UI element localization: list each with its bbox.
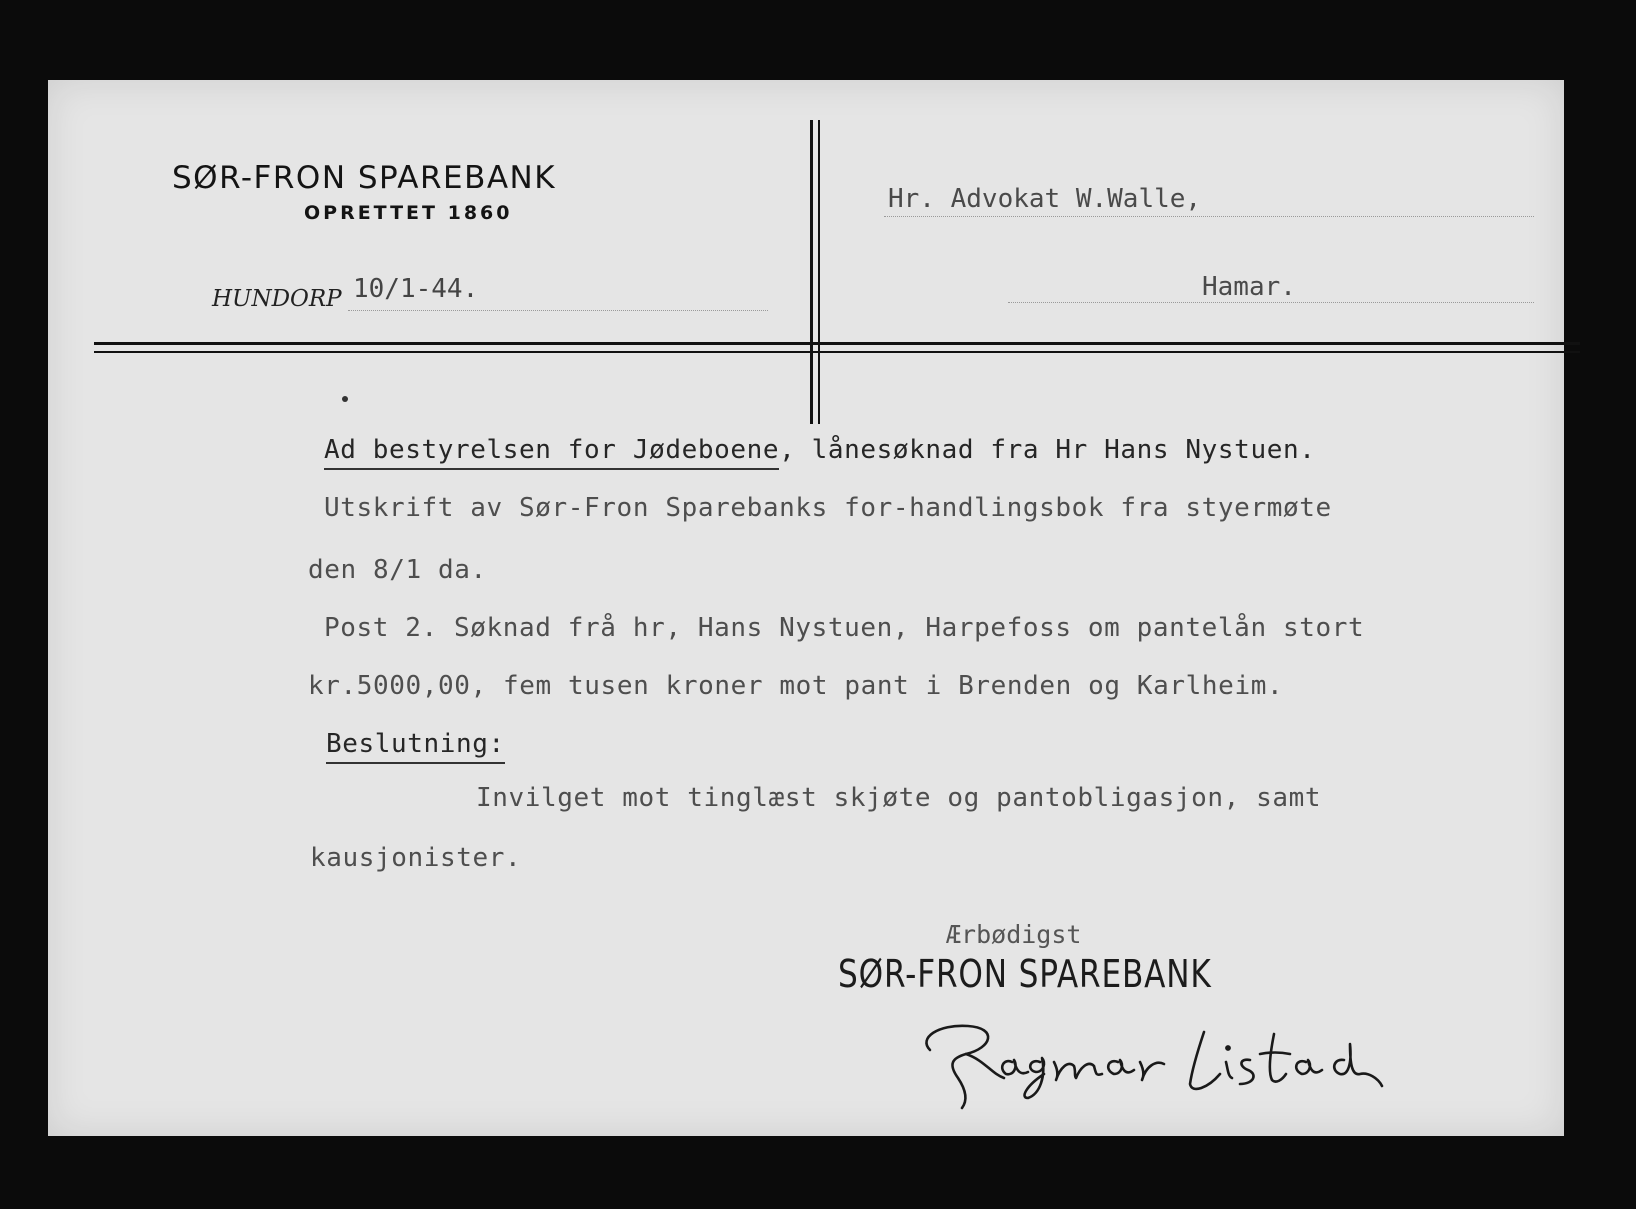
letter-sheet — [48, 80, 1564, 1136]
body-line-3: den 8/1 da. — [308, 555, 487, 585]
date-dotted-line — [348, 310, 768, 311]
bank-stamp: SØR-FRON SPAREBANK — [838, 952, 1212, 996]
body-line-4: Post 2. Søknad frå hr, Hans Nystuen, Harpefoss om pantelån stort — [324, 613, 1365, 643]
handwritten-signature — [908, 1004, 1388, 1114]
mark-dot — [342, 396, 348, 402]
decision-label — [326, 729, 505, 759]
horizontal-rule-second — [94, 351, 1580, 353]
bank-name: SØR-FRON SPAREBANK — [172, 160, 557, 196]
vertical-rule — [810, 120, 813, 424]
decision-underlined: Beslutning: — [326, 729, 505, 764]
closing-greeting: Ærbødigst — [946, 920, 1082, 949]
subject-rest: , lånesøknad fra Hr Hans Nystuen. — [779, 435, 1316, 465]
body-line-5: kr.5000,00, fem tusen kroner mot pant i Brenden og Karlheim. — [308, 671, 1284, 701]
body-line-8: kausjonister. — [310, 843, 522, 873]
subject-underlined: Ad bestyrelsen for Jødeboene — [324, 435, 779, 470]
body-line-7: Invilget mot tinglæst skjøte og pantobligasjon, samt — [476, 783, 1322, 813]
vertical-rule-second — [818, 120, 820, 424]
recipient-dotted-line — [884, 216, 1534, 217]
established-line: OPRETTET 1860 — [304, 202, 513, 224]
letter-date: 10/1-44. — [353, 274, 479, 304]
city-dotted-line — [1008, 302, 1534, 303]
recipient-name: Hr. Advokat W.Walle, — [888, 184, 1202, 214]
horizontal-rule — [94, 342, 1580, 345]
place-name: HUNDORP — [212, 286, 342, 312]
recipient-city: Hamar. — [1202, 272, 1296, 302]
subject-line — [324, 435, 1315, 465]
body-line-2: Utskrift av Sør-Fron Sparebanks for-handlingsbok fra styermøte — [324, 493, 1332, 523]
